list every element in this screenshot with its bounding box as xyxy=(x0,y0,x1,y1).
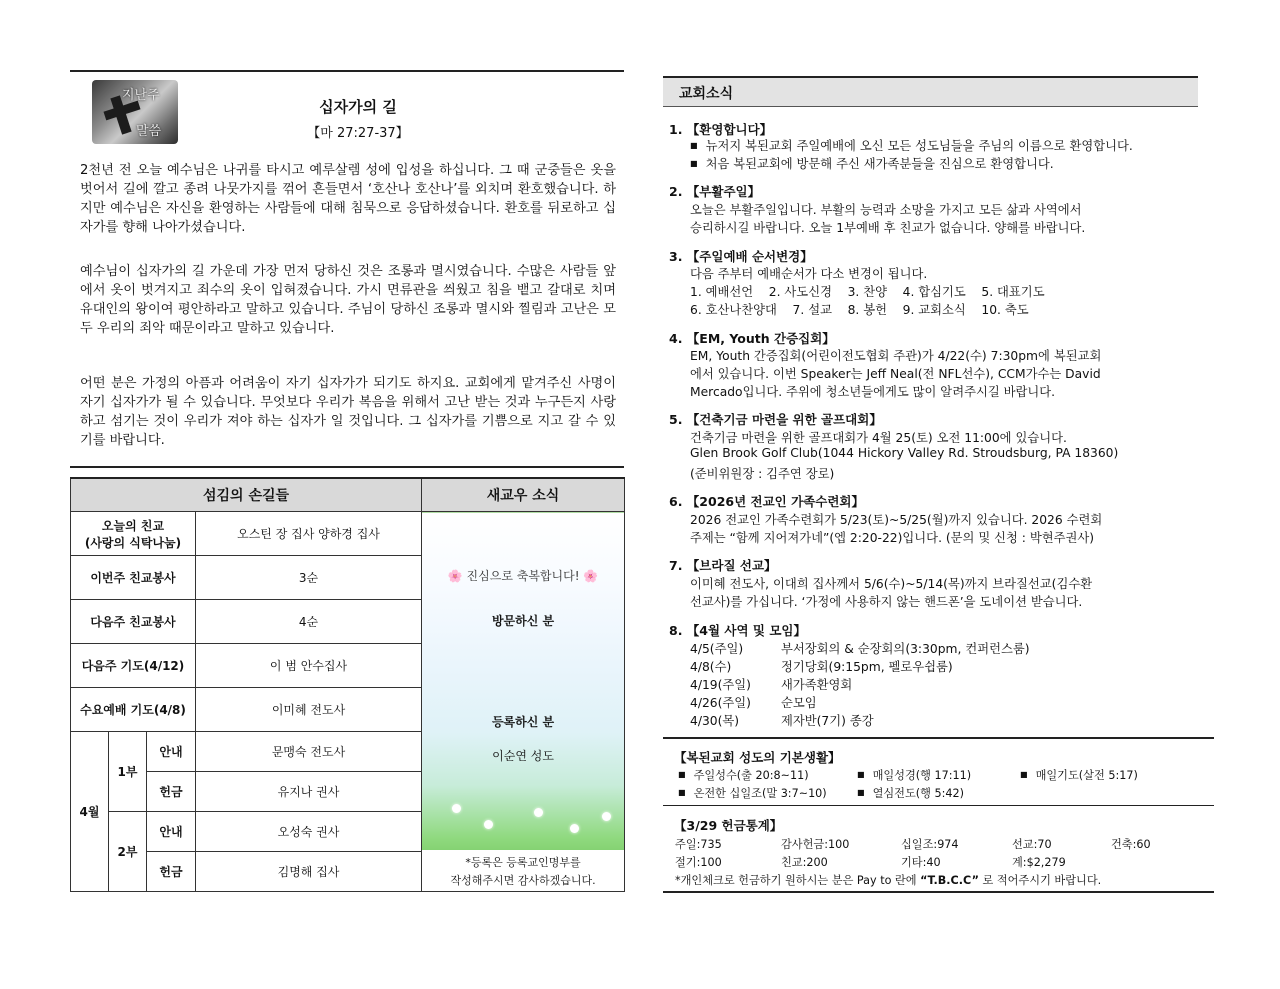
role-label: 안내 xyxy=(147,732,196,772)
offering-item: 친교:200 xyxy=(781,856,828,869)
news-item-title: 2. 【부활주일】 xyxy=(669,184,761,199)
news-item-line: ■ 뉴저지 복된교회 주일예배에 오신 모든 성도님들을 주님의 이름으로 환영합니다. xyxy=(690,136,1133,154)
basic-life-title: 【복된교회 성도의 기본생활】 xyxy=(674,750,841,765)
news-item-line: 2026 전교인 가족수련회가 5/23(토)~5/25(월)까지 있습니다. 2026 수련회 xyxy=(690,513,1103,527)
news-item-title: 6. 【2026년 전교인 가족수련회】 xyxy=(669,494,864,509)
news-item-title: 7. 【브라질 선교】 xyxy=(669,558,777,573)
sermon-logo-image xyxy=(92,80,178,144)
wednesday-prayer-label: 수요예배 기도(4/8) xyxy=(71,688,196,732)
next-week-fellowship-value: 4순 xyxy=(196,600,422,644)
logo-text-1: 지난주 xyxy=(122,88,160,103)
offering-note: *개인체크로 헌금하기 원하시는 분은 Pay to 란에 “T.B.C.C” 로 적어주시기 바랍니다. xyxy=(675,874,1102,887)
news-item-line: 건축기금 마련을 위한 골프대회가 4월 25(토) 오전 11:00에 있습니다. xyxy=(690,431,1067,445)
offering-item: 계:$2,279 xyxy=(1012,856,1066,869)
role-person: 유지나 권사 xyxy=(196,772,422,812)
offering-item: 선교:70 xyxy=(1012,838,1052,851)
basic-life-top-rule xyxy=(663,737,1214,739)
sermon-paragraph-1: 2천년 전 오늘 예수님은 나귀를 타시고 예루살렘 성에 입성을 하십니다. 그 때 군중들은 옷을 벗어서 길에 깔고 종려 나뭇가지를 꺾어 흔들면서 ‘호산나 호산나’를 외치며 환호했습니다. 하지만 예수님은 자신을 환영하는 사람들에 대해 침묵으로 응답하셨습니다. 환호를 뒤로하고 십자가를 향해 나아가셨습니다. xyxy=(80,163,616,235)
fellowship-value: 오스틴 장 집사 양하경 집사 xyxy=(196,512,422,556)
news-item-title: 5. 【건축기금 마련을 위한 골프대회】 xyxy=(669,412,882,427)
basic-life-item: ■ 매일성경(행 17:11) xyxy=(857,767,971,783)
role-label: 헌금 xyxy=(147,852,196,892)
offering-item: 감사헌금:100 xyxy=(781,838,850,851)
news-item-line: Glen Brook Golf Club(1044 Hickory Valley Rd. Stroudsburg, PA 18360) xyxy=(690,446,1119,460)
schedule-row: 4/26(주일) 순모임 xyxy=(690,696,817,710)
flower-icon xyxy=(484,820,493,829)
next-week-prayer-value: 이 범 안수집사 xyxy=(196,644,422,688)
sermon-reference: 【마 27:27-37】 xyxy=(307,126,409,141)
news-item-line: 6. 호산나찬양대 7. 설교 8. 봉헌 9. 교회소식 10. 축도 xyxy=(690,303,1029,317)
news-item-line: 승리하시길 바랍니다. 오늘 1부예배 후 친교가 없습니다. 양해를 바랍니다. xyxy=(690,221,1086,235)
basic-life-item: ■ 매일기도(살전 5:17) xyxy=(1020,767,1138,783)
sermon-paragraph-3: 어떤 분은 가정의 아픔과 어려움이 자기 십자가가 되기도 하지요. 교회에게 맡겨주신 사명이 자기 십자가가 될 수 있습니다. 무엇보다 우리가 복음을 위해서 고난 받는 것과 누구든지 사랑하고 섬기는 것이 우리가 져야 하는 십자가 일 것입니다. 그 십자가를 기쁨으로 지고 갈 수 있기를 바랍니다. xyxy=(80,376,616,448)
registered-name: 이순연 성도 xyxy=(492,749,554,763)
news-item-line: ■ 처음 복된교회에 방문해 주신 새가족분들을 진심으로 환영합니다. xyxy=(690,154,1054,172)
new-members-header: 새교우 소식 xyxy=(422,478,625,512)
divider xyxy=(663,805,1214,806)
news-item-title: 1. 【환영합니다】 xyxy=(669,122,773,137)
offering-title: 【3/29 헌금통계】 xyxy=(674,818,783,833)
next-week-fellowship-label: 다음주 친교봉사 xyxy=(71,600,196,644)
role-label: 안내 xyxy=(147,812,196,852)
new-members-panel xyxy=(422,512,625,892)
fellowship-label: 오늘의 친교 (사랑의 식탁나눔) xyxy=(71,512,196,556)
basic-life-item: ■ 열심전도(행 5:42) xyxy=(857,785,964,801)
news-item-line: (준비위원장 : 김주연 장로) xyxy=(690,467,835,481)
offering-item: 십일조:974 xyxy=(901,838,959,851)
news-item-line: 1. 예배선언 2. 사도신경 3. 찬양 4. 합심기도 5. 대표기도 xyxy=(690,285,1045,299)
this-week-fellowship-value: 3순 xyxy=(196,556,422,600)
service-2-label: 2부 xyxy=(109,812,147,892)
schedule-row: 4/8(수) 정기당회(9:15pm, 펠로우쉽룸) xyxy=(690,660,953,674)
wednesday-prayer-value: 이미혜 전도사 xyxy=(196,688,422,732)
news-item-title: 4. 【EM, Youth 간증집회】 xyxy=(669,331,835,346)
this-week-fellowship-label: 이번주 친교봉사 xyxy=(71,556,196,600)
offering-item: 건축:60 xyxy=(1111,838,1151,851)
registration-note: *등록은 등록교인명부를 작성해주시면 감사하겠습니다. xyxy=(422,850,624,892)
flower-icon xyxy=(570,824,579,833)
blessing-greeting: 🌸 진심으로 축복합니다! 🌸 xyxy=(447,569,599,583)
role-person: 김명해 집사 xyxy=(196,852,422,892)
offering-item: 기타:40 xyxy=(901,856,941,869)
offering-item: 절기:100 xyxy=(675,856,722,869)
role-person: 문맹숙 전도사 xyxy=(196,732,422,772)
sermon-paragraph-2: 예수님이 십자가의 길 가운데 가장 먼저 당하신 것은 조롱과 멸시였습니다. 수많은 사람들 앞에서 옷이 벗겨지고 죄수의 옷이 입혀졌습니다. 가시 면류관을 씌웠고 침을 뱉고 갈대로 치며 유대인의 왕이여 평안하라고 말하고 있습니다. 주님이 당하신 조롱과 멸시와 찔림과 고난은 모두 우리의 죄악 때문이라고 말하고 있습니다. xyxy=(80,264,616,336)
service-1-label: 1부 xyxy=(109,732,147,812)
schedule-row: 4/5(주일) 부서장회의 & 순장회의(3:30pm, 컨퍼런스룸) xyxy=(690,642,1030,656)
sermon-header xyxy=(70,72,624,152)
flower-icon xyxy=(602,812,611,821)
news-item-line: EM, Youth 간증집회(어린이전도협회 주관)가 4/22(수) 7:30pm에 복된교회 xyxy=(690,349,1102,363)
flower-icon xyxy=(452,804,461,813)
month-label: 4월 xyxy=(71,732,109,892)
flower-icon xyxy=(534,808,543,817)
visitors-label: 방문하신 분 xyxy=(491,614,555,628)
church-news-header: 교회소식 xyxy=(663,76,1198,107)
role-person: 오성숙 권사 xyxy=(196,812,422,852)
news-item-line: 에서 있습니다. 이번 Speaker는 Jeff Neal(전 NFL선수), CCM가수는 David xyxy=(690,367,1101,381)
news-item-line: 오늘은 부활주일입니다. 부활의 능력과 소망을 가지고 모든 삶과 사역에서 xyxy=(690,203,1082,217)
schedule-row: 4/30(목) 제자반(7기) 종강 xyxy=(690,714,874,728)
offering-bottom-rule xyxy=(663,891,1214,893)
next-week-prayer-label: 다음주 기도(4/12) xyxy=(71,644,196,688)
offering-item: 주일:735 xyxy=(675,838,722,851)
news-item-line: 주제는 “함께 지어져가네”(엡 2:20-22)입니다. (문의 및 신청 : 박현주권사) xyxy=(690,531,1095,545)
logo-text-2: 말씀 xyxy=(136,124,162,139)
news-item-line: 다음 주부터 예배순서가 다소 변경이 됩니다. xyxy=(690,267,928,281)
service-table xyxy=(70,477,625,892)
basic-life-item: ■ 주일성수(출 20:8~11) xyxy=(678,767,809,783)
news-item-title: 8. 【4월 사역 및 모임】 xyxy=(669,623,807,638)
news-item-line: 선교사)를 가십니다. ‘가정에 사용하지 않는 핸드폰’을 도네이션 받습니다. xyxy=(690,595,1083,609)
schedule-row: 4/19(주일) 새가족환영회 xyxy=(690,678,853,692)
news-item-line: 이미혜 전도사, 이대희 집사께서 5/6(수)~5/14(목)까지 브라질선교(김수환 xyxy=(690,577,1093,591)
sermon-bottom-rule xyxy=(70,466,624,468)
sermon-title: 십자가의 길 xyxy=(319,98,397,116)
news-item-line: Mercado입니다. 주위에 청소년들에게도 많이 알려주시길 바랍니다. xyxy=(690,385,1056,399)
serving-hands-header: 섬김의 손길들 xyxy=(71,478,422,512)
registered-label: 등록하신 분 xyxy=(491,715,555,729)
news-item-title: 3. 【주일예배 순서변경】 xyxy=(669,249,813,264)
role-label: 헌금 xyxy=(147,772,196,812)
basic-life-item: ■ 온전한 십일조(말 3:7~10) xyxy=(678,785,827,801)
